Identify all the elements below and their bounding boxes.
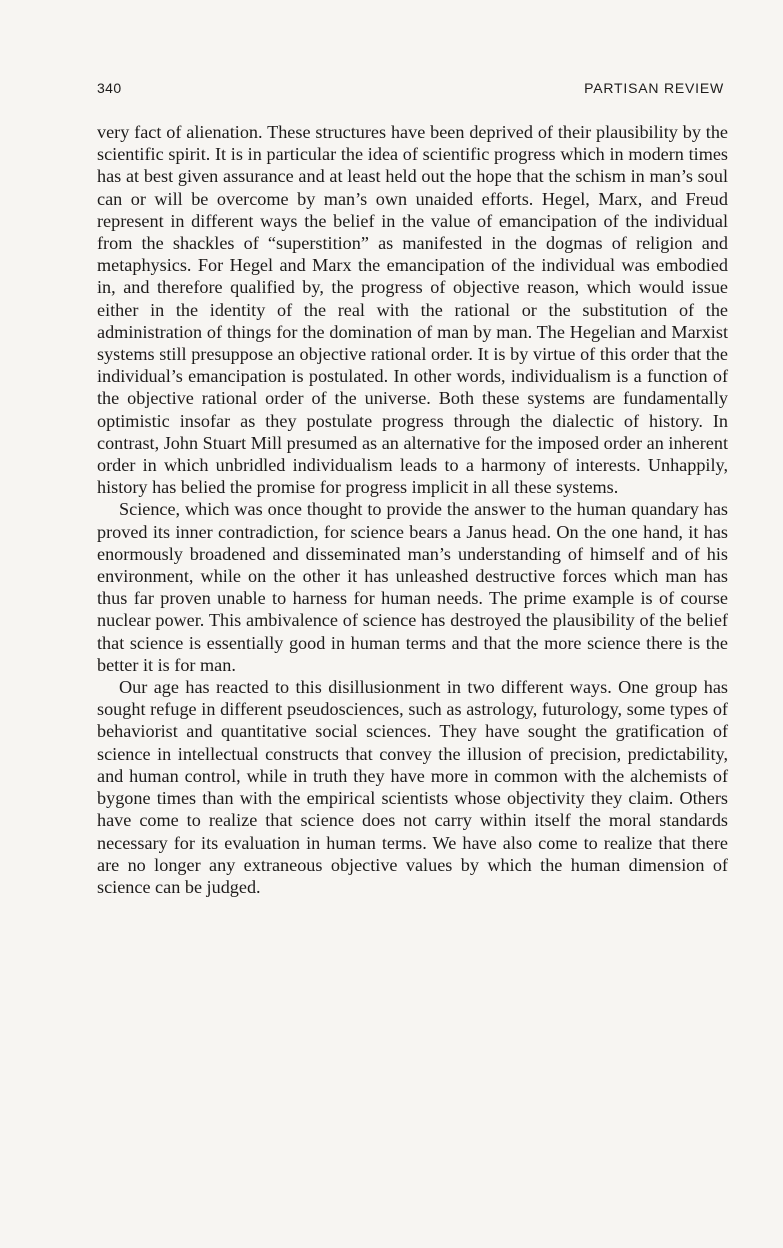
paragraph-continuation: very fact of alienation. These structures have been deprived of their plausibility by the scientific spirit. It is in particular the idea of scientific progress which in modern times has at best given assurance and at least held out the hope that the schism in man’s soul can or will be overcome by man’s own unaided efforts. Hegel, Marx, and Freud represent in different ways the belief in the value of emancipation of the individual from the shackles of “superstition” as manifested in the dogmas of religion and metaphysics. For Hegel and Marx the emancipation of the individual was embodied in, and therefore qualified by, the progress of objective reason, which would issue either in the identity of the real with the rational or the substitution of the administration of things for the domination of man by man. The Hegelian and Marxist systems still presuppose an objective rational order. It is by virtue of this order that the individual’s emancipation is postulated. In other words, individualism is a function of the objective rational order of the universe. Both these systems are fundamentally optimistic insofar as they postulate progress through the dialectic of history. In contrast, John Stuart Mill presumed as an alternative for the imposed order an inherent order in which unbridled individualism leads to a harmony of interests. Unhappily, history has belied the promise for progress implicit in all these systems. <box>97 122 728 498</box>
journal-title: PARTISAN REVIEW <box>584 80 724 96</box>
paragraph-science: Science, which was once thought to provide the answer to the human quandary has proved its inner contradiction, for science bears a Janus head. On the one hand, it has enormously broadened and disseminated man’s understanding of himself and of his environment, while on the other it has unleashed destructive forces which man has thus far proven unable to harness for human needs. The prime example is of course nuclear power. This ambivalence of science has destroyed the plausibility of the belief that science is essentially good in human terms and that the more science there is the better it is for man. <box>97 499 728 675</box>
page-number: 340 <box>97 80 122 96</box>
paragraph-disillusionment: Our age has reacted to this disillusionment in two different ways. One group has sought refuge in different pseudosciences, such as astrology, futurology, some types of behaviorist and quantitative social sciences. They have sought the gratification of science in intellectual constructs that convey the illusion of precision, predictability, and human control, while in truth they have more in common with the alchemists of bygone times than with the empirical scientists whose objectivity they claim. Others have come to realize that science does not carry within itself the moral standards necessary for its evaluation in human terms. We have also come to realize that there are no longer any extraneous objective values by which the human dimension of science can be judged. <box>97 677 728 897</box>
running-head <box>97 80 724 100</box>
article-body <box>97 121 728 898</box>
